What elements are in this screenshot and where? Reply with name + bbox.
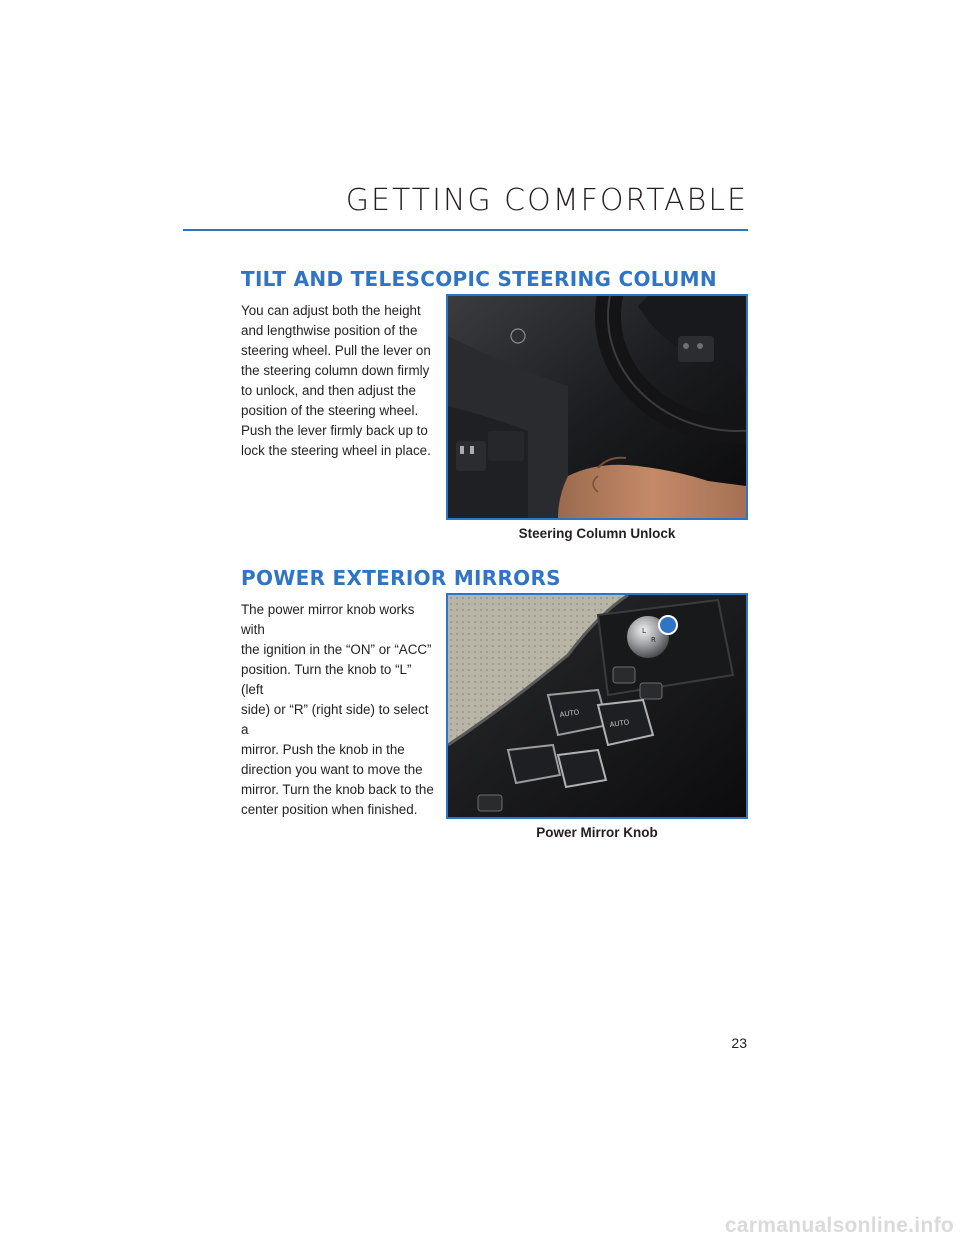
power-mirror-illustration — [448, 595, 746, 817]
caption-steering-column: Steering Column Unlock — [518, 526, 676, 541]
body-line: position of the steering wheel. — [241, 403, 419, 418]
body-line: the ignition in the “ON” or “ACC” — [241, 642, 432, 657]
steering-column-photo — [446, 294, 748, 520]
section-heading-power-mirrors: POWER EXTERIOR MIRRORS — [241, 566, 561, 590]
steering-column-illustration — [448, 296, 746, 518]
power-mirror-photo — [446, 593, 748, 819]
body-line: mirror. Turn the knob back to the — [241, 782, 434, 797]
body-line: the steering column down firmly — [241, 363, 430, 378]
body-line: center position when finished. — [241, 802, 418, 817]
body-line: and lengthwise position of the — [241, 323, 418, 338]
switch-label-auto-2: AUTO — [609, 718, 630, 729]
body-line: You can adjust both the height — [241, 303, 421, 318]
body-line: Push the lever firmly back up to — [241, 423, 428, 438]
section-heading-steering-column: TILT AND TELESCOPIC STEERING COLUMN — [241, 267, 717, 291]
caption-power-mirrors: Power Mirror Knob — [536, 825, 658, 840]
body-line: to unlock, and then adjust the — [241, 383, 416, 398]
chapter-title: GETTING COMFORTABLE — [345, 183, 748, 218]
header-divider — [183, 229, 748, 231]
body-line: side) or “R” (right side) to select a — [241, 702, 429, 737]
body-line: position. Turn the knob to “L” (left — [241, 662, 412, 697]
body-line: The power mirror knob works with — [241, 602, 415, 637]
knob-label-right: R — [651, 636, 656, 644]
section-body-steering-column — [241, 301, 437, 461]
watermark: carmanualsonline.info — [724, 1214, 954, 1237]
callout-marker-icon — [659, 616, 677, 634]
body-line: lock the steering wheel in place. — [241, 443, 431, 458]
section-body-power-mirrors — [241, 600, 437, 820]
body-line: direction you want to move the — [241, 762, 423, 777]
body-line: mirror. Push the knob in the — [241, 742, 405, 757]
body-line: steering wheel. Pull the lever on — [241, 343, 431, 358]
switch-label-auto-1: AUTO — [559, 708, 580, 719]
page-number: 23 — [731, 1035, 747, 1051]
knob-label-left: L — [642, 627, 646, 635]
